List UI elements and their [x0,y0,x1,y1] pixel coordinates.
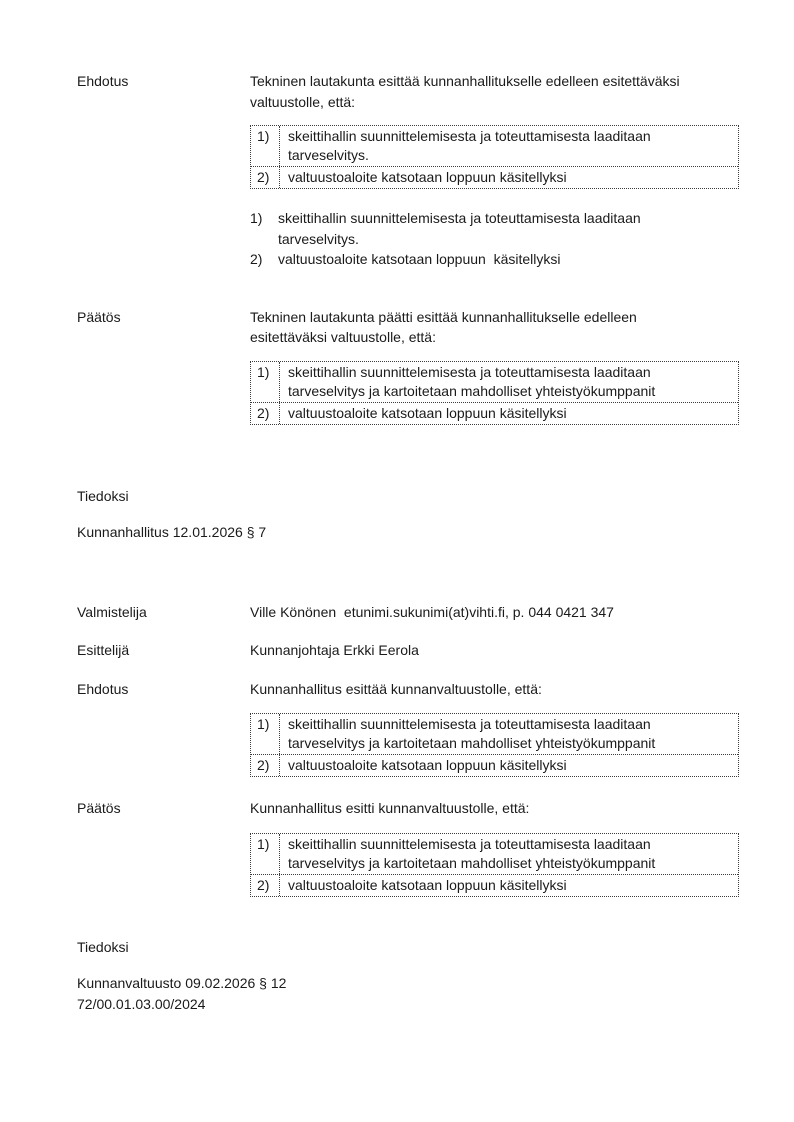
item-text-line: skeittihallin suunnittelemisesta ja toteuttamisesta laaditaan [288,835,651,852]
item-text [280,126,738,166]
decision-box-row [251,166,738,188]
tiedoksi-reference: Kunnanhallitus 12.01.2026 § 7 [77,524,267,540]
item-text [280,714,738,754]
decision-box-row [251,754,738,776]
section-label: Ehdotus [77,680,129,697]
item-number: 2) [251,755,280,776]
decision-box-row [251,834,738,874]
decision-box-row [251,402,738,424]
decision-box-row [251,126,738,166]
item-text [280,167,738,188]
decision-box [250,713,739,777]
item-text-line: skeittihallin suunnittelemisesta ja toteuttamisesta laaditaan [278,210,641,226]
list-item [250,208,742,249]
decision-box-row [251,874,738,896]
item-number: 1) [251,126,280,166]
item-number: 1) [251,714,280,754]
item-text-line: valtuustoaloite katsotaan loppuun käsitellyksi [288,876,567,893]
section-board-paatos [77,307,754,348]
section-label: Valmistelija [77,603,147,620]
paragraph-line: Tekninen lautakunta esittää kunnanhallitukselle edelleen esitettäväksi [250,73,680,89]
list-item [250,249,742,270]
item-text-line: tarveselvitys ja kartoitetaan mahdolliset yhteistyökumppanit [288,854,656,871]
item-number: 2) [251,403,280,424]
section-board-ehdotus [77,71,754,112]
section-tiedoksi-label: Tiedoksi [77,938,129,955]
section-label: Päätös [77,800,121,816]
decision-paragraph [250,307,742,348]
section-label: Esittelijä [77,642,130,658]
item-text [278,208,742,249]
numbered-list [250,208,742,270]
item-text [280,875,738,896]
item-text-line: valtuustoaloite katsotaan loppuun käsitellyksi [288,169,567,185]
item-number: 2) [250,251,263,267]
item-text-line: tarveselvitys. [288,147,369,163]
decision-box-row [251,362,738,402]
esittelija-value: Kunnanjohtaja Erkki Eerola [250,642,419,658]
valmistelija-value: Ville Könönen etunimi.sukunimi(at)vihti.fi, p. 044 0421 347 [250,603,614,620]
item-text-line: tarveselvitys ja kartoitetaan mahdolliset yhteistyökumppanit [288,735,656,751]
item-text [278,249,742,270]
proposal-paragraph: Kunnanhallitus esittää kunnanvaltuustolle, että: [250,680,542,697]
item-text-line: tarveselvitys. [278,230,359,247]
section-label: Ehdotus [77,73,129,89]
paragraph-line: valtuustolle, että: [250,93,356,110]
section-label: Päätös [77,308,121,325]
section-valmistelija [77,602,754,623]
proposal-paragraph [250,71,742,112]
paragraph-line: Tekninen lautakunta päätti esittää kunnanhallitukselle edelleen [250,308,637,325]
section-esittelija [77,640,754,661]
item-text [280,755,738,776]
decision-box [250,361,739,425]
decision-box [250,833,739,897]
item-number: 2) [251,167,280,188]
decision-box-row [251,714,738,754]
decision-paragraph: Kunnanhallitus esitti kunnanvaltuustolle, että: [250,800,530,816]
item-text [280,834,738,874]
case-number: 72/00.01.03.00/2024 [77,995,206,1012]
item-number: 1) [251,362,280,402]
item-number: 1) [250,210,263,226]
item-text-line: valtuustoaloite katsotaan loppuun käsitellyksi [288,757,567,773]
item-text [280,403,738,424]
item-text-line: skeittihallin suunnittelemisesta ja toteuttamisesta laaditaan [288,128,651,144]
item-text-line: valtuustoaloite katsotaan loppuun käsitellyksi [278,251,561,267]
tiedoksi-references [77,973,754,1014]
paragraph-line: esitettäväksi valtuustolle, että: [250,329,436,345]
item-text-line: valtuustoaloite katsotaan loppuun käsitellyksi [288,404,567,421]
item-text-line: tarveselvitys ja kartoitetaan mahdolliset yhteistyökumppanit [288,382,656,399]
section-council-paatos [77,798,754,819]
item-text-line: skeittihallin suunnittelemisesta ja toteuttamisesta laaditaan [288,716,651,732]
section-tiedoksi-label: Tiedoksi [77,487,129,504]
item-number: 2) [251,875,280,896]
item-number: 1) [251,834,280,874]
tiedoksi-reference: Kunnanvaltuusto 09.02.2026 § 12 [77,975,287,991]
decision-box [250,125,739,189]
section-council-ehdotus [77,679,754,700]
item-text-line: skeittihallin suunnittelemisesta ja toteuttamisesta laaditaan [288,363,651,380]
item-text [280,362,738,402]
